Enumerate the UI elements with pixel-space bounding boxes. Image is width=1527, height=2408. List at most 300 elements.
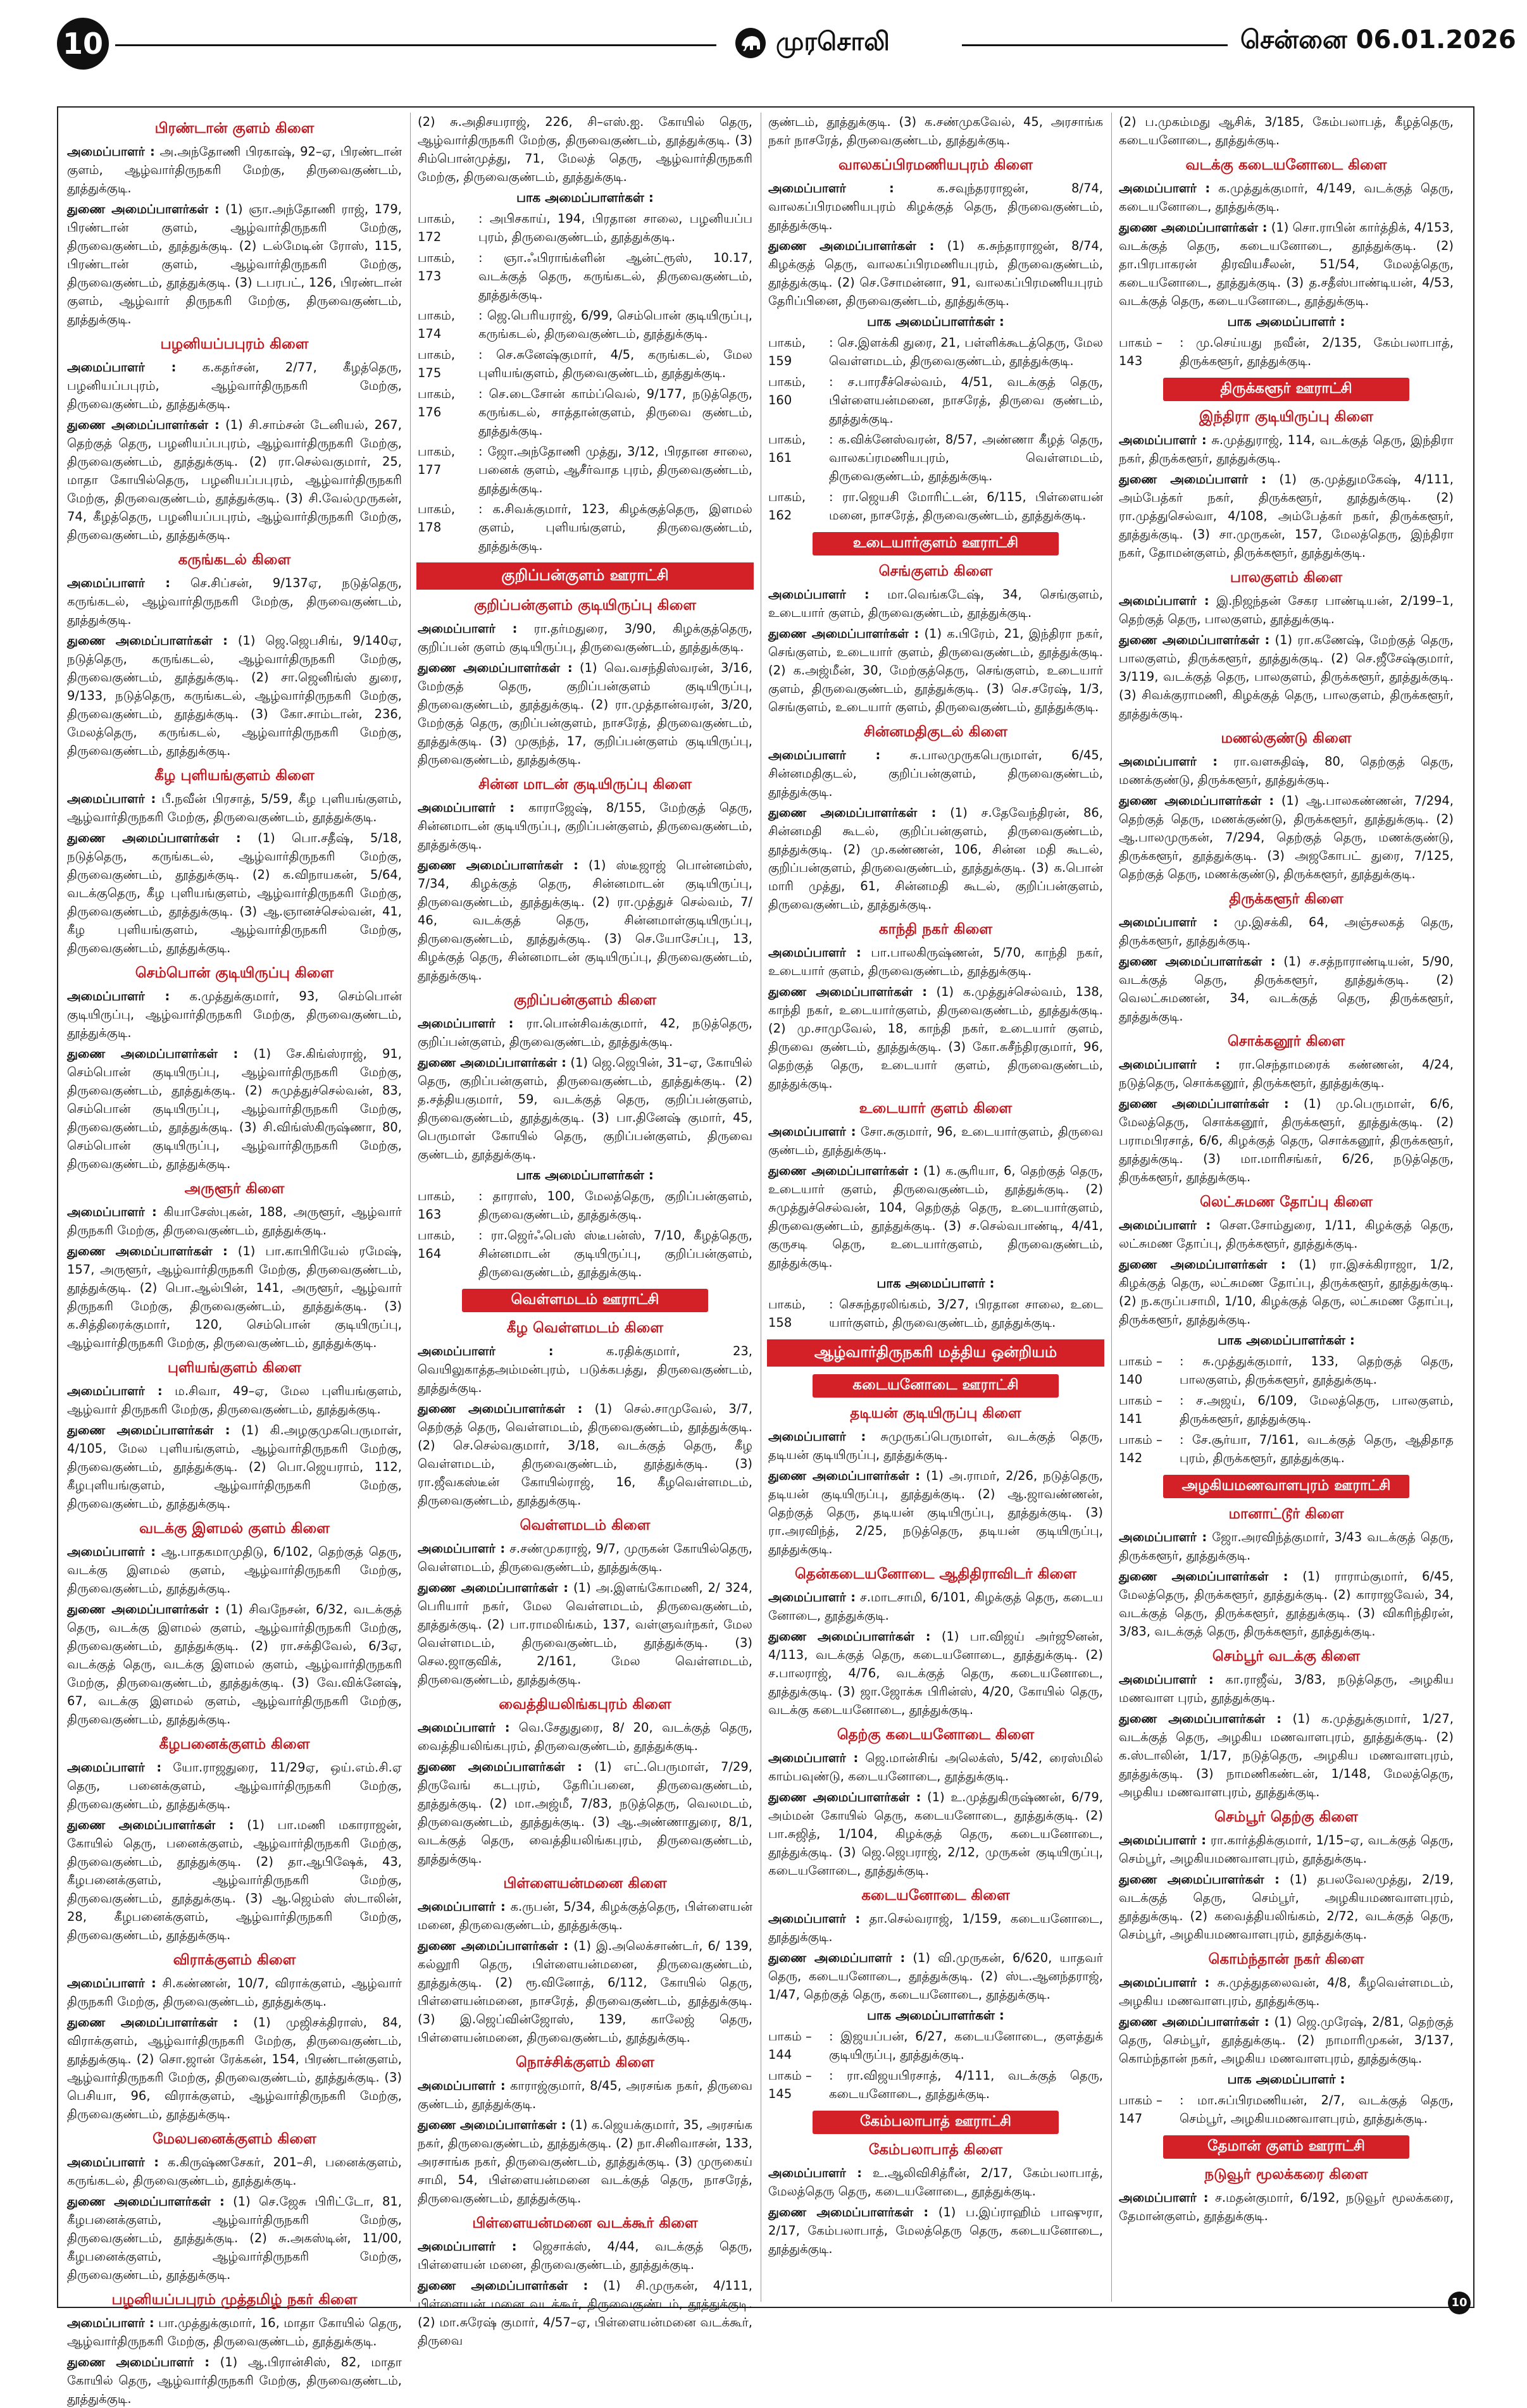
- entry-text: (1) க.சூரியா, 6, தெற்குத் தெரு, உடையார் குளம், திருவைகுண்டம், தூத்துக்குடி. (2) சுமுத்துச்செல்வன், 104, தெற்குத் தெரு, உடையார்குளம், திருவைகுண்டம், தூத்துக்குடி. (3) ச.செல்வபாண்டி, 4/41, குருசடி தெரு, உடையார்குளம், திருவைகுண்டம், தூத்துக்குடி.: [768, 1164, 1103, 1270]
- ward-number: பாகம், 160: [768, 375, 806, 407]
- member-entry: [67, 416, 402, 544]
- role-label: அமைப்பாளர் :: [418, 1016, 514, 1031]
- ward-text: : ஞா.ஃபிராங்க்ளின் ஆன்ட்ரூஸ், 10.17, வடக்குத் தெரு, கருங்கடல், திருவைகுண்டம், தூத்துக்குடி.: [478, 251, 752, 302]
- ward-entry: [768, 430, 1103, 485]
- member-entry: [1119, 2188, 1454, 2225]
- role-label: அமைப்பாளர் :: [768, 1590, 856, 1604]
- member-entry: [67, 1421, 402, 1513]
- entry-text: சோ.சுகுமார், 96, உடையார்குளம், திருவை குண்டம், தூத்துக்குடி.: [768, 1124, 1103, 1157]
- entry-text: ரா.செந்தாமரைக் கண்ணன், 4/24, நடுத்தெரு, சொக்கனூர், திருக்களூர், தூத்துக்குடி.: [1119, 1057, 1454, 1090]
- member-entry: [768, 804, 1103, 914]
- role-label: துணை அமைப்பாளர்கள் :: [418, 661, 573, 675]
- ward-number: பாகம், 162: [768, 490, 806, 523]
- entry-text: (2) ப.முகம்மது ஆசிக், 3/185, கேம்பலாபத், கீழத்தெரு, கடையனோடை, தூத்துக்குடி.: [1119, 115, 1454, 147]
- ward-entry: [418, 442, 752, 497]
- role-label: துணை அமைப்பாளர்கள் :: [768, 1164, 919, 1178]
- role-label: துணை அமைப்பாளர்கள் :: [1119, 954, 1276, 969]
- member-entry: [67, 987, 402, 1042]
- entry-text: யோ.ராஜதுரை, 11/29ஏ, ஒய்.எம்.சி.ஏ தெரு, பனைக்குளம், ஆழ்வார்திருநகரி மேற்கு, திருவைகுண்டம், தூத்துக்குடி.: [67, 1760, 402, 1811]
- subheading: பாக அமைப்பாளர்கள் :: [867, 2008, 1004, 2023]
- entry-text: (1) சி.சாம்சன் டேனியல், 267, தெற்குத் தெரு, பழனியப்பபுரம், ஆழ்வார்திருநகரி மேற்கு, திருவைகுண்டம், தூத்துக்குடி. (2) ரா.செல்வகுமார், 25, மாதா கோயில்தெரு, பழனியப்பபுரம், ஆழ்வார்திருநகரி மேற்கு, திருவைகுண்டம், தூத்துக்குடி. (3) சி.வேல்முருகன், 74, கீழத்தெரு, பழனியப்பபுரம், ஆழ்வார்திருநகரி மேற்கு, திருவைகுண்டம், தூத்துக்குடி.: [67, 418, 402, 542]
- role-label: அமைப்பாளர் :: [768, 748, 881, 762]
- entry-text: (1) ஜெ.ஜெபசிங், 9/140ஏ, நடுத்தெரு, கருங்கடல், ஆழ்வார்திருநகரி மேற்கு, திருவைகுண்டம், தூத்துக்குடி. (2) சா.ஜெனிங்ஸ் துரை, 9/133, நடுத்தெரு, கருங்கடல், ஆழ்வார்திருநகரி மேற்கு, திருவைகுண்டம், தூத்துக்குடி. (3) கோ.சாம்டான், 236, மேலத்தெரு, கருங்கடல், ஆழ்வார்திருநகரி மேற்கு, திருவைகுண்டம், தூத்துக்குடி.: [67, 633, 402, 758]
- ward-text: : ரா.ஜெர்ஃபெஸ் ஸ்டீபன்ஸ், 7/10, கீழத்தெரு, சின்னமாடன் குடியிருப்பு, குறிப்பன்குளம், திருவைகுண்டம், தூத்துக்குடி.: [478, 1228, 752, 1279]
- member-entry: [418, 1718, 752, 1755]
- member-entry: [1119, 1567, 1454, 1641]
- role-label: துணை அமைப்பாளர்கள் :: [1119, 1257, 1286, 1272]
- member-entry: [768, 585, 1103, 622]
- member-entry: [1119, 791, 1454, 883]
- column-2: [414, 113, 756, 2348]
- entry-text: ரா.தர்மதுரை, 3/90, கிழக்குத்தெரு, குறிப்பன் குளம் குடியிருப்பு, திருவைகுண்டம், தூத்துக்குடி.: [418, 621, 752, 654]
- ward-entry: [418, 345, 752, 382]
- ward-number: பாகம், 159: [768, 335, 806, 368]
- ward-entry: [418, 249, 752, 304]
- entry-text: காராஜேஷ், 8/155, மேற்குத் தெரு, சின்னமாடன் குடியிருப்பு, குறிப்பன்குளம், திருவைகுண்டம், தூத்துக்குடி.: [418, 800, 752, 852]
- role-label: துணை அமைப்பாளர்கள் :: [1119, 633, 1270, 647]
- ward-entry: [418, 385, 752, 440]
- role-label: அமைப்பாளர் :: [67, 989, 170, 1003]
- branch-heading: சொக்கனூர் கிளை: [1227, 1033, 1345, 1050]
- role-label: அமைப்பாளர் :: [418, 2239, 517, 2254]
- branch-heading: குறிப்பன்குளம் குடியிருப்பு கிளை: [473, 597, 697, 614]
- ward-text: : செ.இளக்கி துரை, 21, பள்ளிக்கூடத்தெரு, மேல வெள்ளமடம், திருவைகுண்டம், தூத்துக்குடி.: [829, 335, 1103, 368]
- panchayat-heading: திருக்களூர் ஊராட்சி: [1163, 378, 1410, 401]
- entry-text: (1) ப.இப்ராஹிம் பாஷுரா, 2/17, கேம்பலாபாத், மேலத்தெரு தெரு, கடையனோடை, தூத்துக்குடி.: [768, 2205, 1103, 2256]
- entry-text: சு.முத்துதலைவன், 4/8, கீழவெள்ளமடம், அழகிய மணவாளபுரம், தூத்துக்குடி.: [1119, 1975, 1454, 2008]
- footer-page-number: 10: [1448, 2292, 1471, 2314]
- entry-text: (1) ரா.இசக்கிராஜா, 1/2, கிழக்குத் தெரு, லட்சுமண தோப்பு, திருக்களூர், தூத்துக்குடி. (2) ந.கருப்பசாமி, 1/10, கிழக்குத் தெரு, லட்சுமண தோப்பு, திருக்களூர், தூத்துக்குடி.: [1119, 1257, 1454, 1327]
- branch-heading: கடையனோடை கிளை: [861, 1887, 1010, 1904]
- branch-heading: பழனியப்பபுரம் முத்தமிழ் நகர் கிளை: [111, 2292, 358, 2308]
- member-entry: [1119, 1095, 1454, 1186]
- ward-number: பாகம் – 145: [768, 2068, 812, 2101]
- ward-entry: [768, 2066, 1103, 2103]
- branch-heading: வைத்தியலிங்கபுரம் கிளை: [499, 1696, 671, 1713]
- member-entry: [768, 1467, 1103, 1558]
- role-label: அமைப்பாளர் :: [768, 1911, 861, 1926]
- ward-number: பாகம், 174: [418, 308, 456, 341]
- ward-number: பாகம், 161: [768, 432, 806, 465]
- entry-text: (1) செல்.சாமுவேல், 3/7, தெற்குத் தெரு, வெள்ளமடம், திருவைகுண்டம், தூத்துக்குடி. (2) செ.செல்வகுமார், 3/18, வடக்குத் தெரு, கீழ வெள்ளமடம், திருவைகுண்டம், தூத்துக்குடி. (3) ரா.ஜீவகஸ்டீன் கோயில்ராஜ், 16, கீழவெள்ளமடம், திருவைகுண்டம், தூத்துக்குடி.: [418, 1401, 753, 1508]
- role-label: அமைப்பாளர் :: [67, 791, 156, 806]
- entry-text: ஜெசாக்ஸ், 4/44, வடக்குத் தெரு, பிள்ளையன் மனை, திருவைகுண்டம், தூத்துக்குடி.: [418, 2239, 752, 2272]
- member-entry: [1119, 1670, 1454, 1707]
- ward-number: பாகம், 177: [418, 444, 456, 477]
- column-4: [1115, 113, 1457, 2302]
- entry-text: (1) கு.முத்துமகேஷ், 4/111, அம்பேத்கர் நகர், திருக்களூர், தூத்துக்குடி. (2) ரா.முத்துசெல்வா, 4/108, அம்பேத்கர் நகர், திருக்களூர், தூத்துக்குடி. (3) சா.முருகன், 157, மேலத்தெரு, இந்திரா நகர், தோமன்குளம், திருக்களூர், தூத்துக்குடி.: [1119, 472, 1454, 560]
- member-entry: [768, 1427, 1103, 1464]
- branch-heading: கேம்பலாபாத் கிளை: [868, 2142, 1003, 2158]
- member-entry: [1119, 179, 1454, 216]
- branch-heading: வடக்கு கடையனோடை கிளை: [1185, 157, 1387, 173]
- entry-text: (1) க.முத்துச்செல்வம், 138, காந்தி நகர், உடையார்குளம், திருவைகுண்டம், தூத்துக்குடி. (2) மு.சாமுவேல், 18, காந்தி நகர், உடையார் குளம், திருவை குண்டம், தூத்துக்குடி. (3) கோ.சுசீந்திரகுமார், 96, தெற்குத் தெரு, உடையார் குளம், திருவைகுண்டம், தூத்துக்குடி.: [768, 984, 1103, 1091]
- entry-text: இ.நிஜந்தன் சேகர பாண்டியன், 2/199–1, தெற்குத் தெரு, பாலகுளம், தூத்துக்குடி.: [1119, 593, 1454, 626]
- role-label: அமைப்பாளர் :: [768, 1429, 866, 1444]
- branch-heading: கொம்ந்தான் நகர் கிளை: [1208, 1951, 1364, 1968]
- entry-text: (1) ஆ.பாலகண்ணன், 7/294, தெற்குத் தெரு, மணக்குண்டு, திருக்களூர், தூத்துக்குடி. (2) ஆ.பாலமுருகன், 7/294, தெற்குத் தெரு, மணக்குண்டு, திருக்களூர், தூத்துக்குடி. (3) அஜகோபட் துரை, 7/125, தெற்குத் தெரு, மணக்குண்டு, திருக்களூர், தூத்துக்குடி.: [1119, 793, 1454, 881]
- ward-number: பாகம், 163: [418, 1189, 456, 1222]
- member-entry: [1119, 952, 1454, 1026]
- ward-number: பாகம், 172: [418, 211, 456, 244]
- ward-entry: [418, 500, 752, 555]
- ward-entry: [768, 2027, 1103, 2064]
- member-entry: [1119, 1255, 1454, 1329]
- role-label: துணை அமைப்பாளர்கள் :: [67, 418, 220, 432]
- entry-text: (1) சிவநேசன், 6/32, வடக்குத் தெரு, வடக்கு இளமல் குளம், ஆழ்வார்திருநகரி மேற்கு, திருவைகுண்டம், தூத்துக்குடி. (2) ரா.சக்திவேல், 6/3ஏ, வடக்குத் தெரு, வடக்கு இளமல் குளம், ஆழ்வார்திருநகரி மேற்கு, திருவைகுண்டம், தூத்துக்குடி. (3) வே.விக்னேஷ், 67, வடக்கு இளமல் குளம், ஆழ்வார்திருநகரி மேற்கு, திருவைகுண்டம், தூத்துக்குடி.: [67, 1602, 402, 1727]
- section-banner: குறிப்பன்குளம் ஊராட்சி: [416, 562, 754, 590]
- entry-text: (1) அ.ராமர், 2/26, நடுத்தெரு, தடியன் குடியிருப்பு, தூத்துக்குடி. (2) ஆ.ஜாவண்ணன், தெற்குத் தெரு, தடியன் குடியிருப்பு, தூத்துக்குடி. (3) ரா.அரவிந்த், 2/25, நடுத்தெரு, தடியன் குடியிருப்பு, தூத்துக்குடி.: [768, 1468, 1103, 1556]
- branch-heading: காந்தி நகர் கிளை: [878, 921, 993, 938]
- entry-text: பீ.நவீன் பிரசாத், 5/59, கீழ புளியங்குளம், ஆழ்வார்திருநகரி மேற்கு, திருவைகுண்டம், தூத்துக்குடி.: [67, 791, 402, 824]
- entry-text: (1) வி.முருகன், 6/620, யாதவர் தெரு, கடையனோடை, தூத்துக்குடி. (2) ஸ்ட.ஆனந்தராஜ், 1/47, தெற்குத் தெரு, கடையனோடை, தூத்துக்குடி.: [768, 1951, 1103, 2002]
- panchayat-heading: உடையார்குளம் ஊராட்சி: [813, 532, 1059, 555]
- ward-number: பாகம், 164: [418, 1228, 456, 1261]
- member-entry: [67, 631, 402, 760]
- role-label: துணை அமைப்பாளர்கள் :: [768, 239, 935, 253]
- role-label: துணை அமைப்பாளர்கள் :: [418, 1759, 583, 1774]
- entry-text: செ.சிப்சன், 9/137ஏ, நடுத்தெரு, கருங்கடல், ஆழ்வார்திருநகரி மேற்கு, திருவைகுண்டம், தூத்துக்குடி.: [67, 576, 402, 627]
- member-entry: [418, 1897, 752, 1934]
- branch-heading: உடையார் குளம் கிளை: [859, 1100, 1013, 1117]
- ward-text: : ரா.ஜெயசி மோரிட்டன், 6/115, பிள்ளையன் மனை, நாசரேத், திருவைகுண்டம், தூத்துக்குடி.: [829, 490, 1103, 523]
- entry-text: ஆ.பாதகமாமுதிடு, 6/102, தெற்குத் தெரு, வடக்கு இளமல் குளம், ஆழ்வார்திருநகரி மேற்கு, திருவைகுண்டம், தூத்துக்குடி.: [67, 1544, 402, 1596]
- role-label: அமைப்பாளர் :: [1119, 1672, 1214, 1687]
- panchayat-heading: வெள்ளமடம் ஊராட்சி: [462, 1289, 709, 1312]
- subheading: பாக அமைப்பாளர்கள் :: [516, 1167, 654, 1182]
- column-1: [63, 113, 406, 2406]
- entry-text: காராஜ்குமார், 8/45, அரசங்க நகர், திருவை குண்டம், தூத்துக்குடி.: [418, 2078, 752, 2111]
- branch-heading: பாலகுளம் கிளை: [1230, 569, 1343, 586]
- ward-text: : ஜெ.பெரியராஜ், 6/99, செம்பொன் குடியிருப்பு, கருங்கடல், திருவைகுண்டம், தூத்துக்குடி.: [478, 308, 752, 341]
- entry-text: (1) க.ஜெயக்குமார், 35, அரசங்க நகர், திருவைகுண்டம், தூத்துக்குடி. (2) நா.சினிவாசன், 133, அரசாங்க நகர், திருவைகுண்டம், தூத்துக்குடி. (3) முருகைய் சாமி, 54, பிள்ளையன்மனை வடக்குத் தெரு, நாசரேத், திருவைகுண்டம், தூத்துக்குடி.: [418, 2118, 752, 2206]
- role-label: துணை அமைப்பாளர்கள் :: [418, 2278, 589, 2293]
- entry-text: (1) உ.முத்துகிருஷ்ணன், 6/79, அம்மன் கோயில் தெரு, கடையனோடை, தூத்துக்குடி. (2) பா.சுஜித், 1/104, கிழக்குத் தெரு, கடையனோடை, தூத்துக்குடி. (3) ஜெ.ஜெபராஜ், 2/12, முருகன் குடியிருப்பு, கடையனோடை, தூத்துக்குடி.: [768, 1790, 1104, 1878]
- member-entry: [1119, 113, 1454, 149]
- branch-heading: கீழபனைக்குளம் கிளை: [159, 1736, 310, 1753]
- issue-date: 06.01.2026: [1356, 25, 1516, 54]
- entry-text: க.முத்துக்குமார், 4/149, வடக்குத் தெரு, கடையனோடை, தூத்துக்குடி.: [1119, 181, 1454, 214]
- entry-text: ரா.வளசுதிஷ், 80, தெற்குத் தெரு, மணக்குண்டு, திருக்களூர், தூத்துக்குடி.: [1119, 754, 1454, 787]
- panchayat-heading: கடையனோடை ஊராட்சி: [813, 1374, 1059, 1398]
- branch-heading: லெட்சுமண தோப்பு கிளை: [1199, 1194, 1373, 1210]
- column-3: [764, 113, 1107, 2302]
- member-entry: [1119, 631, 1454, 723]
- entry-text: (1) பா.மணி மகாராஜன், கோயில் தெரு, பனைக்குளம், ஆழ்வார்திருநகரி மேற்கு, திருவைகுண்டம், தூத்துக்குடி. (2) தா.ஆபிஷேக், 43, கீழபனைக்குளம், ஆழ்வார்திருநகரி மேற்கு, திருவைகுண்டம், தூத்துக்குடி. (3) ஆ.ஜெம்ஸ் ஸ்டாலின், 28, கீழபனைக்குளம், ஆழ்வார்திருநகரி மேற்கு, திருவைகுண்டம், தூத்துக்குடி.: [67, 1818, 402, 1942]
- branch-heading: புளியங்குளம் கிளை: [167, 1360, 302, 1376]
- role-label: அமைப்பாளர் :: [1119, 181, 1211, 195]
- role-label: அமைப்பாளர் :: [768, 181, 894, 195]
- role-label: அமைப்பாளர் :: [768, 1124, 856, 1139]
- member-entry: [418, 659, 752, 769]
- branch-heading: செம்பூர் தெற்கு கிளை: [1214, 1809, 1358, 1825]
- member-entry: [418, 1758, 752, 1868]
- role-label: துணை அமைப்பாளர்கள் :: [1119, 2014, 1269, 2029]
- entry-text: க.கதர்சன், 2/77, கீழத்தெரு, பழனியப்பபுரம், ஆழ்வார்திருநகரி மேற்கு, திருவைகுண்டம், தூத்துக்குடி.: [67, 360, 402, 411]
- entry-text: சு.பாலமுருகபெருமாள், 6/45, சின்னமதிகுடல், குறிப்பன்குளம், திருவைகுண்டம், தூத்துக்குடி.: [768, 748, 1103, 799]
- entry-text: தா.செல்வராஜ், 1/159, கடையனோடை, தூத்துக்குடி.: [768, 1911, 1103, 1944]
- masthead-rule-right: [962, 44, 1228, 46]
- entry-text: க.முத்துக்குமார், 93, செம்பொன் குடியிருப்பு, ஆழ்வார்திருநகரி மேற்கு, திருவைகுண்டம், தூத்துக்குடி.: [67, 989, 402, 1040]
- entry-text: (1) கி.அழகுமுகபெருமாள், 4/105, மேல புளியங்குளம், ஆழ்வார்திருநகரி மேற்கு, திருவைகுண்டம், தூத்துக்குடி. (2) பொ.ஜெயராம், 112, கீழபுளியங்குளம், ஆழ்வார்திருநகரி மேற்கு, திருவைகுண்டம், தூத்துக்குடி.: [67, 1423, 402, 1511]
- role-label: அமைப்பாளர் :: [418, 1720, 510, 1735]
- entry-text: ரா.கார்த்திக்குமார், 1/15–ஏ, வடக்குத் தெரு, செம்பூர், அழகியமணவாளபுரம், தூத்துக்குடி.: [1119, 1833, 1454, 1866]
- role-label: துணை அமைப்பாளர்கள் :: [768, 1629, 931, 1644]
- ward-text: : ச.பாரசீச்செல்வம், 4/51, வடக்குத் தெரு, பிள்ளையன்மனை, நாசரேத், திருவை குண்டம், தூத்துக்குடி.: [829, 375, 1103, 426]
- entry-text: (1) க.பிரேம், 21, இந்திரா நகர், செங்குளம், உடையார் குளம், திருவைகுண்டம், தூத்துக்குடி. (2) க.அஜ்மீன், 30, மேற்குத்தெரு, செங்குளம், உடையார் குளம், திருவைகுண்டம், தூத்துக்குடி. (3) செ.சரேஷ், 1/3, செங்குளம், உடையார் குளம், திருவைகுண்டம், தூத்துக்குடி.: [768, 626, 1103, 714]
- member-entry: [1119, 431, 1454, 468]
- role-label: அமைப்பாளர் :: [1119, 915, 1218, 929]
- branch-heading: மணல்குண்டு கிளை: [1221, 730, 1352, 747]
- newspaper-logo: [734, 24, 949, 62]
- role-label: துணை அமைப்பாளர்கள் :: [67, 1423, 230, 1437]
- ward-entry: [1119, 2091, 1454, 2128]
- branch-heading: பிரண்டான் குளம் கிளை: [154, 120, 315, 137]
- entry-text: மா.வெங்கடேஷ், 34, செங்குளம், உடையார் குளம், திருவைகுண்டம், தூத்துக்குடி.: [768, 587, 1103, 620]
- entry-text: அ.அந்தோணி பிரகாஷ், 92–ஏ, பிரண்டான் குளம், ஆழ்வார்திருநகரி மேற்கு, திருவைகுண்டம், தூத்துக்குடி.: [67, 144, 402, 195]
- ward-entry: [418, 306, 752, 343]
- branch-heading: நொச்சிக்குளம் கிளை: [515, 2054, 655, 2071]
- branch-heading: திருக்களூர் கிளை: [1229, 891, 1343, 907]
- subheading: பாக அமைப்பாளர்கள் :: [1218, 1332, 1355, 1348]
- branch-heading: மானாட்டூர் கிளை: [1228, 1506, 1344, 1522]
- entry-text: (1) மு.பெருமாள், 6/6, மேலத்தெரு, சொக்கனூர், திருக்களூர், தூத்துக்குடி. (2) பராமபிரசாத், 6/6, கிழக்குத் தெரு, சொக்கனூர், திருக்களூர், தூத்துக்குடி. (3) மா.மாரிசங்கர், 6/26, நடுத்தெரு, திருக்களூர், தூத்துக்குடி.: [1119, 1096, 1454, 1184]
- entry-text: (1) பா.விஜய் அர்ஜூனன், 4/113, வடக்குத் தெரு, கடையனோடை, தூத்துக்குடி. (2) ச.பாலராஜ், 4/76, வடக்குத் தெரு, கடையனோடை, தூத்துக்குடி. (3) ஜா.ஜோக்சு பிரின்ஸ், 4/20, கோயில் தெரு, வடக்கு கடையனோடை, தூத்துக்குடி.: [768, 1629, 1103, 1717]
- entry-text: மு.இசக்கி, 64, அஞ்சலகத் தெரு, திருக்களூர், தூத்துக்குடி.: [1119, 915, 1454, 948]
- member-entry: [1119, 1216, 1454, 1253]
- entry-text: (1) செ.ஜேசு பிரிட்டோ, 81, கீழபனைக்குளம், ஆழ்வார்திருநகரி மேற்கு, திருவைகுண்டம், தூத்துக்குடி. (2) சு.அகஸ்டின், 11/00, கீழபனைக்குளம், ஆழ்வார்திருநகரி மேற்கு, திருவைகுண்டம், தூத்துக்குடி.: [67, 2194, 402, 2282]
- newspaper-name: முரசொலி: [776, 27, 890, 56]
- entry-text: (1) சொ.ராபின் கார்த்திக், 4/153, வடக்குத் தெரு, கடையனோடை, தூத்துக்குடி. (2) தா.பிரபாகரன் திரவியசீலன், 51/54, மேலத்தெரு, கடையனோடை, தூத்துக்குடி. (3) த.சதீஸ்பாண்டியன், 4/53, வடக்குத் தெரு, கடையனோடை, தூத்துக்குடி.: [1119, 220, 1454, 308]
- column-separator: [410, 113, 411, 2302]
- ward-number: பாகம் – 141: [1119, 1393, 1162, 1426]
- member-entry: [418, 1342, 752, 1397]
- role-label: துணை அமைப்பாளர் :: [67, 2355, 210, 2369]
- branch-heading: வடக்கு இளமல் குளம் கிளை: [139, 1520, 330, 1537]
- entry-text: (1) பா.காபிரியேல் ரமேஷ், 157, அருளூர், ஆழ்வார்திருநகரி மேற்கு, திருவைகுண்டம், தூத்துக்குடி. (2) பொ.ஆல்பின், 141, அருளூர், ஆழ்வார் திருநகரி மேற்கு, திருவைகுண்டம், தூத்துக்குடி. (3) க.சித்திரைக்குமார், 120, செம்பொன் குடியிருப்பு, ஆழ்வார்திருநகரி மேற்கு, திருவைகுண்டம், தூத்துக்குடி.: [67, 1244, 402, 1350]
- entry-text: (1) சி.முருகன், 4/111, பிள்ளையன் மனை வடக்கூர், திருவைகுண்டம், தூத்துக்குடி. (2) மா.சுரேஷ் குமார், 4/57–ஏ, பிள்ளையன்மனை வடக்கூர், திருவை: [418, 2278, 753, 2348]
- entry-text: (1) தபலவேலமுத்து, 2/19, வடக்குத் தெரு, செம்பூர், அழகியமணவாளபுரம், தூத்துக்குடி. (2) கவைத்தியலிங்கம், 2/72, வடக்குத் தெரு, செம்பூர், அழகியமணவாளபுரம், தூத்துக்குடி.: [1119, 1872, 1454, 1942]
- member-entry: [67, 2353, 402, 2408]
- entry-text: ரா.பொன்சிவக்குமார், 42, நடுத்தெரு, குறிப்பன்குளம், திருவைகுண்டம், தூத்துக்குடி.: [418, 1016, 752, 1049]
- elephant-emblem-icon: [734, 27, 767, 59]
- role-label: துணை அமைப்பாளர்கள் :: [768, 1790, 921, 1804]
- dateline: [1240, 25, 1516, 58]
- role-label: அமைப்பாளர் :: [1119, 1057, 1221, 1072]
- member-entry: [768, 1909, 1103, 1946]
- ward-text: : சே.சூர்யா, 7/161, வடக்குத் தெரு, ஆதிதாத புரம், திருக்களூர், தூத்துக்குடி.: [1180, 1432, 1454, 1465]
- member-entry: [67, 1045, 402, 1173]
- entry-text: க.சவுந்தரராஜன், 8/74, வாலகப்பிரமணியபுரம் கிழக்குத் தெரு, திருவைகுண்டம், தூத்துக்குடி.: [768, 181, 1103, 232]
- member-entry: [67, 1758, 402, 1813]
- ward-entry: [768, 488, 1103, 524]
- member-entry: [1119, 218, 1454, 310]
- member-entry: [1119, 752, 1454, 789]
- entry-text: (1) ஜெ.முரேஷ், 2/81, தெற்குத் தெரு, செம்பூர், தூத்துக்குடி. (2) நாமாரிமுகன், 3/137, கொம்ந்தான் நகர், அழகிய மணவாளபுரம், தூத்துக்குடி.: [1119, 2014, 1454, 2066]
- role-label: அமைப்பாளர் :: [67, 1544, 156, 1559]
- ward-text: : ரா.விஜயபிரசாத், 4/111, வடக்குத் தெரு, கடையனோடை, தூத்துக்குடி.: [829, 2068, 1103, 2101]
- role-label: துணை அமைப்பாளர்கள் :: [67, 1602, 220, 1617]
- branch-heading: பழனியப்பபுரம் கிளை: [160, 336, 309, 352]
- member-entry: [768, 2164, 1103, 2200]
- ward-text: : க.சிவக்குமார், 123, கிழக்குத்தெரு, இளமல் குளம், புளியங்குளம், திருவைகுண்டம், தூத்துக்குடி.: [478, 502, 752, 553]
- role-label: அமைப்பாளர் :: [1119, 1975, 1210, 1990]
- role-label: அமைப்பாளர் :: [418, 1344, 554, 1358]
- entry-text: (1) ஆ.பிரான்சிஸ், 82, மாதா கோயில் தெரு, ஆழ்வார்திருநகரி மேற்கு, திருவைகுண்டம், தூத்துக்குடி.: [67, 2355, 402, 2406]
- member-entry: [768, 1749, 1103, 1785]
- branch-heading: மேலபனைக்குளம் கிளை: [153, 2131, 316, 2147]
- ward-text: : இஜயப்பன், 6/27, கடையனோடை, குளத்துக் குடியிருப்பு, தூத்துக்குடி.: [829, 2029, 1103, 2062]
- entry-text: சி.கண்ணன், 10/7, விராக்குளம், ஆழ்வார் திருநகரி மேற்கு, திருவைகுண்டம், தூத்துக்குடி.: [67, 1976, 402, 2009]
- role-label: துணை அமைப்பாளர்கள் :: [1119, 1096, 1289, 1111]
- member-entry: [768, 1949, 1103, 2004]
- branch-heading: அருளூர் கிளை: [184, 1181, 285, 1197]
- ward-number: பாகம் – 147: [1119, 2093, 1162, 2126]
- member-entry: [67, 1382, 402, 1418]
- role-label: துணை அமைப்பாளர் :: [1119, 472, 1266, 487]
- branch-heading: குறிப்பன்குளம் கிளை: [513, 992, 657, 1009]
- member-entry: [768, 1122, 1103, 1159]
- ward-entry: [418, 1226, 752, 1281]
- member-entry: [67, 358, 402, 413]
- panchayat-heading: தேமான் குளம் ஊராட்சி: [1163, 2135, 1410, 2159]
- member-entry: [1119, 470, 1454, 562]
- branch-heading: செங்குளம் கிளை: [878, 563, 993, 580]
- role-label: அமைப்பாளர் :: [1119, 433, 1207, 447]
- role-label: துணை அமைப்பாளர்கள் :: [418, 1580, 569, 1595]
- role-label: துணை அமைப்பாளர்கள் :: [67, 1244, 228, 1258]
- branch-heading: சின்னமதிகுடல் கிளை: [863, 724, 1008, 740]
- member-entry: [67, 200, 402, 328]
- entry-text: சுமுருகப்பெருமாள், வடக்குத் தெரு, தடியன் குடியிருப்பு, தூத்துக்குடி.: [768, 1429, 1103, 1462]
- branch-heading: பிள்ளையன்மனை கிளை: [503, 1875, 667, 1892]
- ward-text: : ஜோ.அந்தோணி முத்து, 3/12, பிரதான சாலை, பனைக் குளம், ஆசீர்வாத புரம், திருவைகுண்டம், தூத்துக்குடி.: [478, 444, 752, 495]
- subheading: பாக அமைப்பாளர்கள் :: [867, 314, 1004, 329]
- member-entry: [418, 2276, 752, 2350]
- entry-text: (2) சு.அதிசயராஜ், 226, சி–எஸ்.ஐ. கோயில் தெரு, ஆழ்வார்திருநகரி மேற்கு, திருவைகுண்டம், தூத்துக்குடி. (3) சிம்பொன்முத்து, 71, மேலத் தெரு, ஆழ்வார்திருநகரி மேற்கு, திருவைகுண்டம், தூத்துக்குடி.: [418, 115, 752, 184]
- entry-text: க.ரதிக்குமார், 23, வெயிலுகாத்தஅம்மன்புரம், படுக்கபத்து, திருவைகுண்டம், தூத்துக்குடி.: [418, 1344, 752, 1395]
- entry-text: (1) சே.கிங்ஸ்ராஜ், 91, செம்பொன் குடியிருப்பு, ஆழ்வார்திருநகரி மேற்கு, திருவைகுண்டம், தூத்துக்குடி. (2) சுமுத்துச்செல்வன், 83, செம்பொன் குடியிருப்பு, ஆழ்வார்திருநகரி மேற்கு, திருவைகுண்டம், தூத்துக்குடி. (3) சி.விங்ஸ்கிருஷ்ணா, 80, செம்பொன் குடியிருப்பு, ஆழ்வார்திருநகரி மேற்கு, திருவைகுண்டம், தூத்துக்குடி.: [67, 1046, 402, 1171]
- role-label: துணை அமைப்பாளர்கள் :: [418, 858, 578, 872]
- ward-text: : ச.அஜய், 6/109, மேலத்தெரு, பாலகுளம், திருக்களூர், தூத்துக்குடி.: [1180, 1393, 1454, 1426]
- ward-entry: [418, 1187, 752, 1224]
- role-label: துணை அமைப்பாளர்கள் :: [67, 2194, 225, 2209]
- entry-text: (1) க.சுந்தாராஜன், 8/74, கிழக்குத் தெரு, வாலகப்பிரமணியபுரம், திருவைகுண்டம், தூத்துக்குடி. (2) செ.சோமன்னா, 91, வாலகப்பிரமணியபுரம் தேரிப்பினை, திருவைகுண்டம், தூத்துக்குடி.: [768, 239, 1103, 308]
- entry-text: (1) எட்.பெருமாள், 7/29, திருவேங் கடபுரம், தேரிப்பனை, திருவைகுண்டம், தூத்துக்குடி. (2) மா.அஜ்மீ, 7/83, நடுத்தெரு, வெலமடம், திருவைகுண்டம், தூத்துக்குடி. (3) ஆ.அண்ணாதுரை, 8/1, வடக்குத் தெரு, வைத்தியலிங்கபுரம், திருவைகுண்டம், தூத்துக்குடி.: [418, 1759, 752, 1866]
- role-label: துணை அமைப்பாளர்கள் :: [418, 1055, 566, 1070]
- member-entry: [67, 1242, 402, 1352]
- ward-number: பாகம், 158: [768, 1297, 806, 1330]
- ward-text: : செ.டைசோன் காம்ப்வெல், 9/177, நடுத்தெரு, கருங்கடல், சாத்தான்குளம், திருவை குண்டம், தூத்துக்குடி.: [478, 387, 752, 438]
- entry-text: ஜெ.மான்சிங் அலெக்ஸ், 5/42, ரைஸ்மில் காம்பவுண்டு, கடையனோடை, தூத்துக்குடி.: [768, 1751, 1103, 1784]
- member-entry: [418, 619, 752, 656]
- member-entry: [67, 2013, 402, 2123]
- ward-entry: [1119, 1391, 1454, 1428]
- role-label: அமைப்பாளர் :: [1119, 1530, 1207, 1544]
- entry-text: ச.மதன்குமார், 6/192, நடுவூர் மூலக்கரை, தேமான்குளம், தூத்துக்குடி.: [1119, 2190, 1454, 2223]
- branch-heading: கருங்கடல் கிளை: [178, 552, 291, 568]
- role-label: துணை அமைப்பாளர்கள் :: [768, 626, 919, 641]
- role-label: துணை அமைப்பாளர்கள் :: [1119, 1569, 1288, 1584]
- member-entry: [67, 2314, 402, 2350]
- role-label: அமைப்பாளர் :: [768, 945, 861, 960]
- role-label: அமைப்பாளர் :: [1119, 2190, 1209, 2205]
- member-entry: [418, 1053, 752, 1164]
- entry-text: கா.ராஜீவ், 3/83, நடுத்தெரு, அழகிய மணவாள புரம், தூத்துக்குடி.: [1119, 1672, 1454, 1705]
- branch-heading: இந்திரா குடியிருப்பு கிளை: [1199, 409, 1373, 425]
- member-entry: [768, 2203, 1103, 2258]
- ward-text: : செ.சுனேஷ்குமார், 4/5, கருங்கடல், மேல புளியங்குளம், திருவைகுண்டம், தூத்துக்குடி.: [478, 347, 752, 380]
- role-label: அமைப்பாளர் :: [768, 2166, 863, 2180]
- page-number-badge: 10: [57, 18, 109, 70]
- ward-entry: [418, 209, 752, 246]
- member-entry: [418, 1937, 752, 2047]
- role-label: அமைப்பாளர் :: [67, 1760, 162, 1775]
- member-entry: [67, 1974, 402, 2011]
- role-label: துணை அமைப்பாளர்கள் :: [418, 1939, 569, 1953]
- ward-number: பாகம் – 143: [1119, 335, 1162, 368]
- branch-heading: சின்ன மாடன் குடியிருப்பு கிளை: [478, 776, 692, 793]
- member-entry: [768, 1627, 1103, 1719]
- ward-number: பாகம், 178: [418, 502, 456, 535]
- masthead: [57, 18, 1516, 75]
- role-label: அமைப்பாளர் :: [768, 587, 869, 602]
- subheading: பாக அமைப்பாளர் :: [1227, 2071, 1345, 2087]
- branch-heading: வாலகப்பிரமணியபுரம் கிளை: [838, 157, 1033, 173]
- role-label: துணை அமைப்பாளர்கள் :: [67, 202, 220, 216]
- role-label: துணை அமைப்பாளர்கள் :: [768, 805, 937, 820]
- member-entry: [768, 1788, 1103, 1880]
- ward-entry: [768, 333, 1103, 370]
- role-label: துணை அமைப்பாளர்கள் :: [418, 2118, 566, 2132]
- entry-text: ம.சிவா, 49–ஏ, மேல புளியங்குளம், ஆழ்வார் திருநகரி மேற்கு, திருவைகுண்டம், தூத்துக்குடி.: [67, 1384, 402, 1417]
- role-label: அமைப்பாளர் :: [418, 2078, 506, 2093]
- branch-heading: பிள்ளையன்மனை வடக்கூர் கிளை: [472, 2215, 698, 2231]
- member-entry: [768, 983, 1103, 1093]
- ward-text: : க.விக்னேஸ்வரன், 8/57, அண்ணா கீழத் தெரு, வாலகப்ரமணியபுரம், வெள்ளமடம், திருவைகுண்டம், தூத்துக்குடி.: [829, 432, 1103, 483]
- entry-text: (1) ச.சத்நாராண்டியன், 5/90, வடக்குத் தெரு, திருக்களூர், தூத்துக்குடி. (2) வெலட்சுமணன், 34, வடக்குத் தெரு, திருக்களூர், தூத்துக்குடி.: [1119, 954, 1454, 1024]
- ward-number: பாகம், 176: [418, 387, 456, 419]
- ward-number: பாகம், 173: [418, 251, 456, 283]
- member-entry: [67, 790, 402, 826]
- role-label: அமைப்பாளர் :: [67, 1205, 157, 1219]
- role-label: அமைப்பாளர் :: [418, 800, 515, 815]
- ward-entry: [1119, 333, 1454, 370]
- subheading: பாக அமைப்பாளர் :: [1227, 314, 1345, 329]
- entry-text: (1) வெ.வசந்திஸ்வரன், 3/16, மேற்குத் தெரு, குறிப்பன்குளம் குடியிருப்பு, திருவைகுண்டம், தூத்துக்குடி. (2) ரா.முத்தான்வரன், 3/20, மேற்குத் தெரு, குறிப்பன்குளம், நாசரேத், திருவைகுண்டம், தூத்துக்குடி. (3) முகுந்த், 17, குறிப்பன்குளம் குடியிருப்பு, திருவைகுண்டம், தூத்துக்குடி.: [418, 661, 753, 767]
- ward-number: பாகம், 175: [418, 347, 456, 380]
- member-entry: [418, 1014, 752, 1051]
- entry-text: (1) முஜிசக்திராஸ், 84, விராக்குளம், ஆழ்வார்திருநகரி மேற்கு, திருவைகுண்டம், தூத்துக்குடி. (2) சொ.ஜான் ரேக்கன், 154, பிரண்டான்குளம், ஆழ்வார்திருநகரி மேற்கு, திருவைகுண்டம், தூத்துக்குடி. (3) பெசியா, 96, விராக்குளம், ஆழ்வார்திருநகரி மேற்கு, திருவைகுண்டம், தூத்துக்குடி.: [67, 2015, 402, 2121]
- member-entry: [418, 1399, 752, 1510]
- branch-heading: தடியன் குடியிருப்பு கிளை: [850, 1405, 1021, 1422]
- role-label: துணை அமைப்பாளர்கள் :: [418, 1401, 583, 1416]
- member-entry: [418, 2237, 752, 2274]
- role-label: அமைப்பாளர் :: [418, 1541, 506, 1556]
- entry-text: (1) ராராம்குமார், 6/45, மேலத்தெரு, திருக்களூர், தூத்துக்குடி. (2) காராஜவேல், 34, வடக்குத் தெரு, திருக்களூர், தூத்துக்குடி. (3) விகரிந்திரன், 3/83, வடக்குத் தெரு, திருக்களூர், தூத்துக்குடி.: [1119, 1569, 1454, 1639]
- entry-text: க.கிருஷ்ணசேகர், 201–சி, பனைக்குளம், கருங்கடல், திருவைகுண்டம், தூத்துக்குடி.: [67, 2155, 402, 2188]
- role-label: துணை அமைப்பாளர் :: [768, 1951, 906, 1965]
- column-separator: [1111, 113, 1112, 2302]
- role-label: துணை அமைப்பாளர்கள் :: [1119, 220, 1268, 235]
- entry-text: (1) இ.அலெக்சாண்டர், 6/ 139, கல்லூரி தெரு, பிள்ளையன்மனை, திருவைகுண்டம், தூத்துக்குடி. (2) ரூ.வினோத், 6/112, கோயில் தெரு, பிள்ளையன்மனை, நாசரேத், திருவைகுண்டம், தூத்துக்குடி. (3) இ.ஜெப்வின்ஜோஸ், 139, காலேஜ் தெரு, பிள்ளையன்மனை, திருவைகுண்டம், தூத்துக்குடி.: [418, 1939, 752, 2045]
- member-entry: [67, 2192, 402, 2284]
- city-name: சென்னை: [1240, 25, 1347, 54]
- ward-text: : செசுந்தரலிங்கம், 3/27, பிரதான சாலை, உடை யார்குளம், திருவைகுண்டம், தூத்துக்குடி.: [829, 1297, 1103, 1330]
- member-entry: [418, 2076, 752, 2113]
- ward-text: : மு.செய்யது நவீன், 2/135, கேம்பலாபாத், திருக்களூர், தூத்துக்குடி.: [1180, 335, 1454, 368]
- entry-text: (1) ச.தேவேந்திரன், 86, சின்னமதி கூடல், குறிப்பன்குளம், திருவைகுண்டம், தூத்துக்குடி. (2) மு.கண்ணன், 106, சின்ன மதி கூடல், குறிப்பன்குளம், திருவைகுண்டம், தூத்துக்குடி. (3) க.பொன் மாரி முத்து, 61, சின்னமதி கூடல், குறிப்பன்குளம், திருவைகுண்டம், தூத்துக்குடி.: [768, 805, 1103, 912]
